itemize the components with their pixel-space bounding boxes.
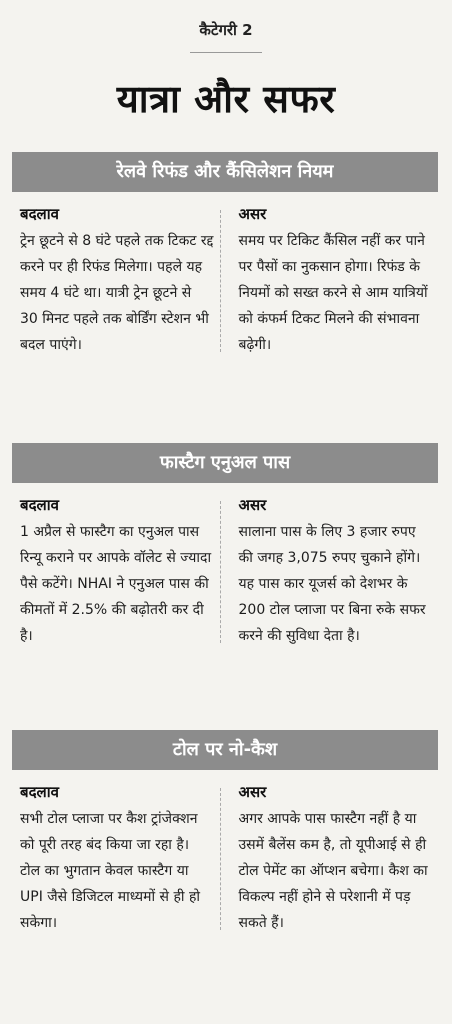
section-banner: फास्टैग एनुअल पास [12,443,438,483]
effect-column [221,782,439,936]
section-toll-no-cash [12,730,438,936]
change-label: बदलाव [20,783,59,801]
category-underline [190,52,262,53]
effect-label: असर [238,496,267,514]
section-columns [12,204,438,358]
effect-label: असर [238,205,267,223]
page-title: यात्रा और सफर [116,77,336,121]
effect-column [221,495,439,649]
change-text: सभी टोल प्लाजा पर कैश ट्रांजेक्शन को पूरी तरह बंद किया जा रहा है। टोल का भुगतान केवल फास्टैग या UPI जैसे डिजिटल माध्यमों से ही हो सकेगा। [20,811,201,931]
effect-label: असर [238,783,267,801]
change-column [12,782,220,936]
effect-column [221,204,439,358]
change-column [12,204,220,358]
section-railway-refund [12,152,438,358]
section-columns [12,495,438,649]
section-banner: रेलवे रिफंड और कैंसिलेशन नियम [12,152,438,192]
category-label: कैटेगरी 2 [199,21,253,39]
section-fastag-annual-pass [12,443,438,649]
effect-text: अगर आपके पास फास्टैग नहीं है या उसमें बैलेंस कम है, तो यूपीआई से ही टोल पेमेंट का ऑप्शन बचेगा। कैश का विकल्प नहीं होने से परेशानी में पड़ सकते हैं। [238,811,428,931]
effect-text: सालाना पास के लिए 3 हजार रुपए की जगह 3,075 रुपए चुकाने होंगे। यह पास कार यूजर्स को देशभर के 200 टोल प्लाजा पर बिना रुके सफर करने की सुविधा देता है। [238,524,426,644]
change-text: ट्रेन छूटने से 8 घंटे पहले तक टिकट रद्द करने पर ही रिफंड मिलेगा। पहले यह समय 4 घंटे था। यात्री ट्रेन छूटने से 30 मिनट पहले तक बोर्डिंग स्टेशन भी बदल पाएंगे। [20,233,214,353]
section-banner: टोल पर नो-कैश [12,730,438,770]
change-label: बदलाव [20,205,59,223]
effect-text: समय पर टिकिट कैंसिल नहीं कर पाने पर पैसों का नुकसान होगा। रिफंड के नियमों को सख्त करने से आम यात्रियों को कंफर्म टिकट मिलने की संभावना बढ़ेगी। [238,233,428,353]
change-column [12,495,220,649]
change-text: 1 अप्रैल से फास्टैग का एनुअल पास रिन्यू कराने पर आपके वॉलेट से ज्यादा पैसे कटेंगे। NHAI ने एनुअल पास की कीमतों में 2.5% की बढ़ोतरी कर दी है। [20,524,212,644]
change-label: बदलाव [20,496,59,514]
section-columns [12,782,438,936]
